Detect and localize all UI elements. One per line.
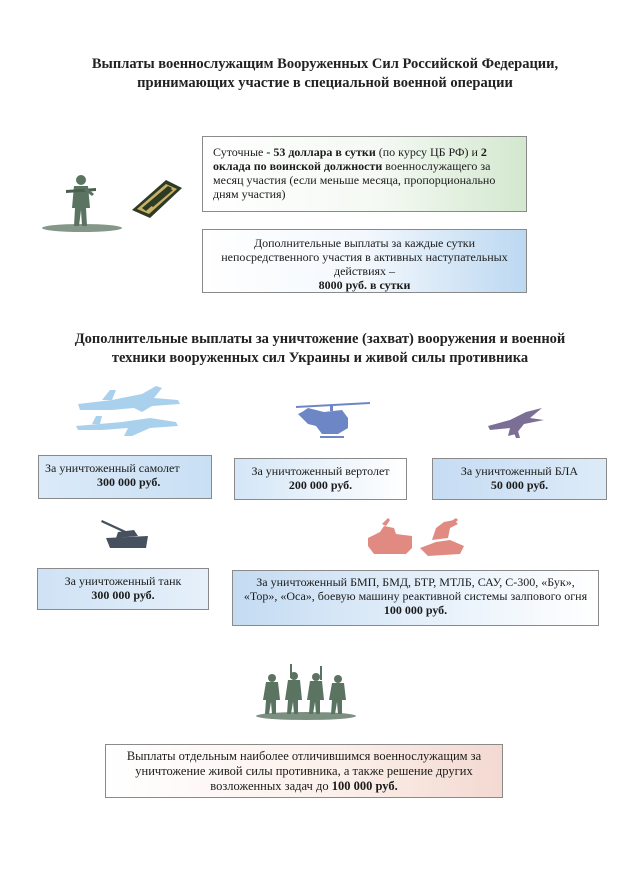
distinguished-text: Выплаты отдельным наиболее отличившимся военнослужащим за уничтожение живой силы противника, а также решение других возложенных задач до	[126, 749, 482, 793]
section-title	[30, 330, 610, 368]
combat-days-amount: 8000 руб. в сутки	[318, 278, 411, 292]
reward-drone-amount: 50 000 руб.	[490, 478, 549, 492]
reward-drone-label: За уничтоженный БЛА	[460, 464, 579, 478]
reward-helicopter-box	[234, 458, 407, 500]
combat-days-text: Дополнительные выплаты за каждые сутки непосредственного участия в активных наступательных действиях –	[221, 236, 508, 278]
reward-armor-label: За уничтоженный БМП, БМД, БТР, МТЛБ, САУ, С-300, «Бук», «Тор», «Оса», боевую машину реактивной системы залпового огня	[243, 575, 588, 603]
section-title-line1: Дополнительные выплаты за уничтожение (захват) вооружения и военной	[74, 331, 566, 347]
daily-text-3: военнослужащего за месяц участия (если меньше месяца, пропорционально дням участия)	[213, 159, 496, 201]
shoulder-strap-icon	[128, 176, 186, 222]
plane-icon	[72, 382, 184, 442]
page-title	[40, 55, 610, 93]
reward-drone-box	[432, 458, 607, 500]
salary-multiplier: 2 оклада по воинской должности	[213, 145, 487, 173]
reward-tank-amount: 300 000 руб.	[91, 588, 155, 602]
armored-vehicles-icon	[366, 516, 466, 558]
distinguished-amount: 100 000 руб.	[331, 779, 398, 793]
section-title-line2: техники вооруженных сил Украины и живой силы противника	[111, 350, 529, 366]
page-title-line2: принимающих участие в специальной военной операции	[137, 75, 513, 91]
reward-armor-amount: 100 000 руб.	[383, 603, 448, 617]
reward-armor-box	[232, 570, 599, 626]
reward-plane-amount: 300 000 руб.	[97, 475, 161, 489]
tank-icon	[100, 516, 150, 552]
drone-icon	[486, 406, 546, 440]
reward-plane-box	[38, 455, 212, 499]
page-title-line1: Выплаты военнослужащим Вооруженных Сил Российской Федерации,	[91, 56, 559, 72]
helicopter-icon	[294, 398, 372, 442]
reward-helicopter-amount: 200 000 руб.	[288, 478, 353, 492]
reward-tank-box	[37, 568, 209, 610]
reward-plane-label: За уничтоженный самолет	[45, 461, 180, 475]
reward-tank-label: За уничтоженный танк	[64, 574, 182, 588]
soldier-icon	[38, 172, 124, 232]
soldiers-group-icon	[254, 660, 358, 720]
distinguished-payments-box	[105, 744, 503, 798]
daily-rate: - 53 доллара в сутки	[266, 145, 376, 159]
daily-text-1: Суточные	[213, 145, 267, 159]
daily-text-2: (по курсу ЦБ РФ) и	[375, 145, 481, 159]
combat-days-box	[202, 229, 527, 293]
daily-allowance-box	[202, 136, 527, 212]
reward-helicopter-label: За уничтоженный вертолет	[251, 464, 390, 478]
